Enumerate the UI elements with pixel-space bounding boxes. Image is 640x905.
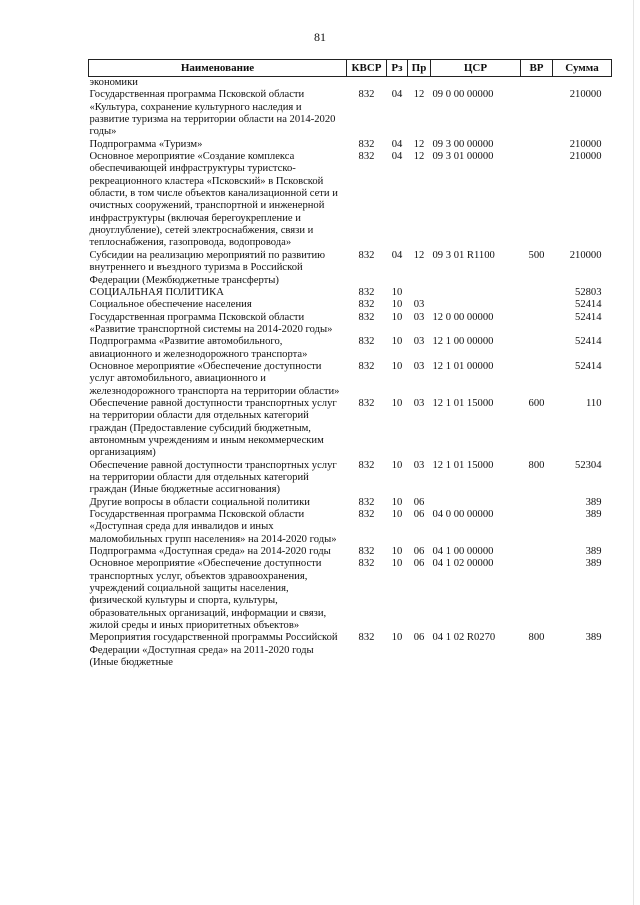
row-kvsr: 832 — [358, 249, 375, 261]
row-csr — [431, 77, 521, 90]
row-vr — [521, 497, 553, 509]
row-name: Подпрограмма «Развитие автомобильного, авиационного и железнодорожного транспорта» — [89, 336, 308, 360]
row-name: Мероприятия государственной программы Российской Федерации «Доступная среда» на 2011-2020 годы (Иные бюджетные — [89, 632, 338, 669]
row-kvsr — [347, 77, 387, 90]
table-row — [89, 312, 612, 337]
table-row — [89, 361, 612, 398]
row-rz: 10 — [391, 311, 403, 323]
row-sum: 52304 — [575, 459, 602, 471]
row-csr: 12 1 00 00000 — [432, 336, 494, 348]
row-csr: 04 1 00 00000 — [432, 546, 494, 558]
row-name: Другие вопросы в области социальной политики — [89, 496, 310, 508]
row-kvsr: 832 — [358, 546, 375, 558]
row-kvsr: 832 — [358, 496, 375, 508]
column-header-csr: ЦСР — [431, 60, 521, 77]
row-kvsr: 832 — [358, 138, 375, 150]
row-vr: 600 — [528, 397, 545, 409]
row-name: экономики — [89, 77, 138, 88]
row-pr: 06 — [413, 558, 425, 570]
row-rz: 10 — [391, 336, 403, 348]
row-name: Обеспечение равной доступности транспортных услуг на территории области для отдельных категорий граждан (Предоставление субсидий бюджетным, автономным учреждениям и иным некоммерческим организациям) — [89, 397, 337, 459]
row-name: Подпрограмма «Доступная среда» на 2014-2020 годы — [89, 546, 331, 558]
row-vr — [521, 546, 553, 558]
row-csr — [431, 287, 521, 299]
row-csr: 12 1 01 15000 — [432, 397, 494, 409]
row-rz: 04 — [391, 151, 403, 163]
page-edge-line — [633, 0, 634, 905]
row-kvsr: 832 — [358, 299, 375, 311]
row-kvsr: 832 — [358, 558, 375, 570]
row-pr: 06 — [413, 496, 425, 508]
row-rz: 10 — [391, 558, 403, 570]
row-pr — [408, 287, 431, 299]
table-row — [89, 497, 612, 509]
table-row — [89, 250, 612, 287]
row-vr — [521, 77, 553, 90]
row-csr: 04 1 02 00000 — [432, 558, 494, 570]
row-pr: 06 — [413, 632, 425, 644]
table-row — [89, 89, 612, 138]
table-row — [89, 558, 612, 632]
column-header-vr: ВР — [521, 60, 553, 77]
row-name: Государственная программа Псковской области «Развитие транспортной системы на 2014-2020 годы» — [89, 311, 333, 335]
row-kvsr: 832 — [358, 336, 375, 348]
row-pr — [408, 77, 431, 90]
table-row — [89, 299, 612, 311]
row-sum: 210000 — [569, 138, 602, 150]
row-sum: 52414 — [575, 299, 602, 311]
row-csr: 09 3 01 00000 — [432, 151, 494, 163]
row-pr: 03 — [413, 397, 425, 409]
row-rz: 10 — [391, 286, 403, 298]
row-csr: 09 3 00 00000 — [432, 138, 494, 150]
row-sum: 52414 — [575, 311, 602, 323]
table-row — [89, 509, 612, 546]
row-pr: 06 — [413, 546, 425, 558]
row-csr: 12 0 00 00000 — [432, 311, 494, 323]
row-vr: 800 — [528, 459, 545, 471]
row-pr: 03 — [413, 459, 425, 471]
row-sum: 210000 — [569, 249, 602, 261]
row-sum: 52414 — [575, 336, 602, 348]
row-csr: 09 0 00 00000 — [432, 89, 494, 101]
row-pr: 03 — [413, 299, 425, 311]
row-kvsr: 832 — [358, 286, 375, 298]
row-vr: 500 — [528, 249, 545, 261]
row-rz: 10 — [391, 459, 403, 471]
row-pr: 12 — [413, 151, 425, 163]
row-name: Обеспечение равной доступности транспортных услуг на территории области для отдельных категорий граждан (Иные бюджетные ассигнования) — [89, 459, 337, 496]
row-rz: 04 — [391, 138, 403, 150]
row-sum: 389 — [585, 632, 602, 644]
row-name: СОЦИАЛЬНАЯ ПОЛИТИКА — [89, 286, 224, 298]
row-kvsr: 832 — [358, 311, 375, 323]
row-sum: 389 — [585, 496, 602, 508]
row-pr: 03 — [413, 336, 425, 348]
row-sum: 110 — [586, 397, 602, 409]
row-pr: 06 — [413, 509, 425, 521]
budget-table — [88, 59, 612, 670]
table-row — [89, 287, 612, 299]
row-name: Субсидии на реализацию мероприятий по развитию внутреннего и въездного туризма в Российской Федерации (Межбюджетные трансферты) — [89, 249, 326, 286]
row-pr: 12 — [413, 138, 425, 150]
row-pr: 12 — [413, 249, 425, 261]
row-name: Подпрограмма «Туризм» — [89, 138, 203, 150]
table-row — [89, 139, 612, 151]
row-name: Государственная программа Псковской области «Доступная среда для инвалидов и иных маломобильных групп населения» на 2014-2020 годы» — [89, 509, 337, 545]
row-sum: 389 — [585, 558, 602, 570]
row-vr — [521, 151, 553, 250]
row-csr: 04 1 02 R0270 — [432, 632, 496, 644]
row-csr: 09 3 01 R1100 — [432, 249, 495, 261]
row-vr: 800 — [528, 632, 545, 644]
table-header-row — [89, 60, 612, 77]
table-body — [89, 77, 612, 670]
row-kvsr: 832 — [358, 509, 375, 521]
row-name: Государственная программа Псковской области «Культура, сохранение культурного наследия и развитие туризма на территории области на 2014-2020 годы» — [89, 89, 336, 138]
row-vr — [521, 299, 553, 311]
row-rz: 04 — [391, 89, 403, 101]
table-row — [89, 546, 612, 558]
row-kvsr: 832 — [358, 360, 375, 372]
table-row — [89, 151, 612, 250]
row-sum: 52414 — [575, 360, 602, 372]
row-rz: 10 — [391, 496, 403, 508]
row-sum: 210000 — [569, 89, 602, 101]
row-pr: 12 — [413, 89, 425, 101]
row-vr — [521, 312, 553, 337]
table-row — [89, 632, 612, 669]
row-pr: 03 — [413, 311, 425, 323]
row-vr — [521, 89, 553, 138]
row-name: Социальное обеспечение населения — [89, 299, 252, 311]
row-kvsr: 832 — [358, 151, 375, 163]
row-rz — [387, 77, 408, 90]
column-header-pr: Пр — [408, 60, 431, 77]
row-kvsr: 832 — [358, 459, 375, 471]
row-rz: 10 — [391, 397, 403, 409]
row-csr — [431, 299, 521, 311]
row-csr: 12 1 01 15000 — [432, 459, 494, 471]
column-header-sum: Сумма — [553, 60, 612, 77]
table-row — [89, 336, 612, 361]
column-header-rz: Рз — [387, 60, 408, 77]
row-vr — [521, 139, 553, 151]
row-name: Основное мероприятие «Создание комплекса обеспечивающей инфраструктуры туристско-рекреационного кластера «Псковский» в Псковской области, в том числе объектов канализационной сети и очистных сооружений, транспортной и инженерной инфраструктуры (включая берегоукрепление и дноуглубление), сетей электроснабжения, связи и теплоснабжения, газопровода, водопровода» — [89, 151, 338, 249]
row-rz: 10 — [391, 360, 403, 372]
row-rz: 10 — [391, 546, 403, 558]
row-sum: 389 — [585, 546, 602, 558]
row-pr: 03 — [413, 360, 425, 372]
row-sum — [553, 77, 612, 90]
row-kvsr: 832 — [358, 632, 375, 644]
row-sum: 52803 — [575, 286, 602, 298]
row-rz: 10 — [391, 509, 403, 521]
row-sum: 210000 — [569, 151, 602, 163]
row-vr — [521, 361, 553, 398]
column-header-name: Наименование — [89, 60, 347, 77]
row-kvsr: 832 — [358, 397, 375, 409]
row-rz: 10 — [391, 299, 403, 311]
row-vr — [521, 336, 553, 361]
row-csr: 04 0 00 00000 — [432, 509, 494, 521]
table-row — [89, 460, 612, 497]
table-row — [89, 398, 612, 460]
row-name: Основное мероприятие «Обеспечение доступности транспортных услуг, объектов здравоохранения, учреждений социальной защиты населения, физической культуры и спорта, культуры, образовательных организаций, информации и связи, жилой среды и иных приоритетных объектов» — [89, 558, 327, 632]
row-vr — [521, 558, 553, 632]
row-name: Основное мероприятие «Обеспечение доступности услуг автомобильного, авиационного и железнодорожного транспорта на территории области» — [89, 360, 340, 397]
row-kvsr: 832 — [358, 89, 375, 101]
row-csr: 12 1 01 00000 — [432, 360, 494, 372]
page-number: 81 — [314, 30, 326, 44]
row-vr — [521, 509, 553, 546]
table-row — [89, 77, 612, 90]
row-vr — [521, 287, 553, 299]
row-rz: 04 — [391, 249, 403, 261]
row-csr — [431, 497, 521, 509]
column-header-kvsr: КВСР — [347, 60, 387, 77]
row-rz: 10 — [391, 632, 403, 644]
row-sum: 389 — [585, 509, 602, 521]
